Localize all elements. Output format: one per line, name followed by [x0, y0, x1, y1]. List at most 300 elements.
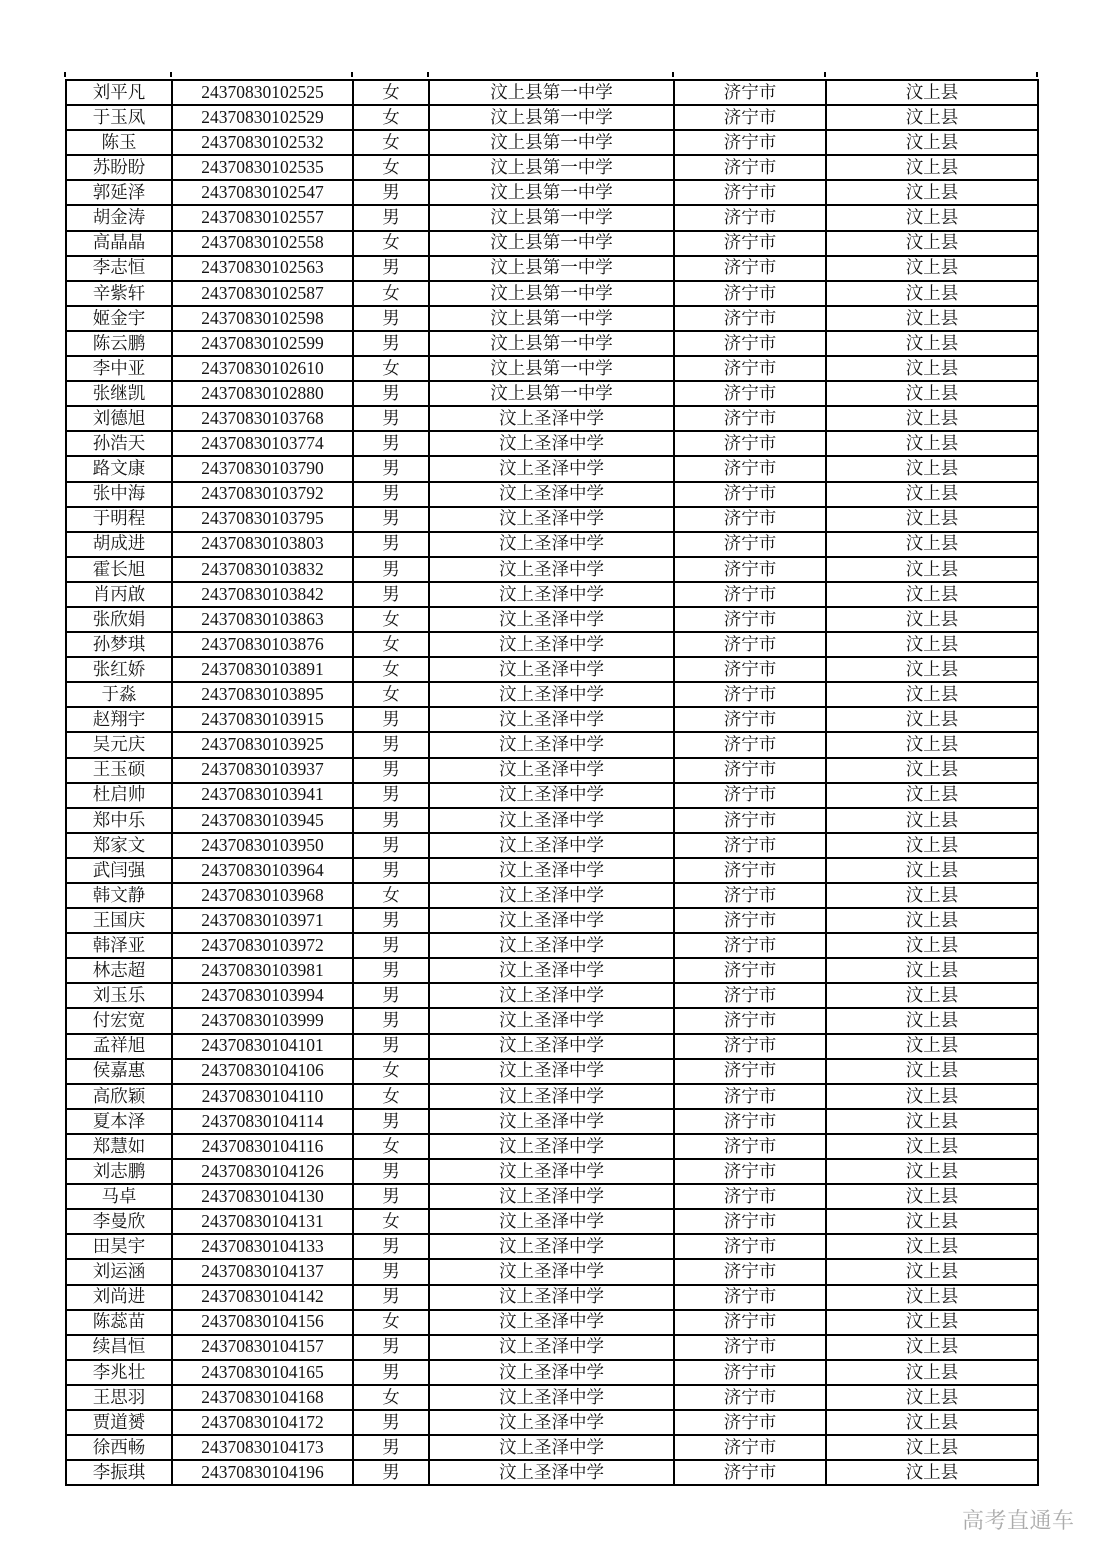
cell-name: 霍长旭 [66, 557, 172, 582]
cell-school: 汶上县第一中学 [429, 256, 674, 281]
cell-gender: 女 [353, 682, 429, 707]
cell-county: 汶上县 [826, 1109, 1038, 1134]
cell-gender: 女 [353, 1385, 429, 1410]
cell-name: 刘德旭 [66, 406, 172, 431]
cell-exam-number: 24370830103774 [172, 431, 353, 456]
cell-city: 济宁市 [674, 833, 826, 858]
cell-exam-number: 24370830104142 [172, 1285, 353, 1310]
cell-county: 汶上县 [826, 281, 1038, 306]
cell-school: 汶上圣泽中学 [429, 1285, 674, 1310]
cell-exam-number: 24370830104131 [172, 1209, 353, 1234]
cell-gender: 男 [353, 758, 429, 783]
cell-gender: 男 [353, 833, 429, 858]
table-row [66, 908, 1038, 933]
table-row [66, 808, 1038, 833]
cell-gender: 男 [353, 180, 429, 205]
cell-school: 汶上圣泽中学 [429, 908, 674, 933]
cell-name: 孟祥旭 [66, 1034, 172, 1059]
cell-school: 汶上圣泽中学 [429, 1259, 674, 1284]
cell-exam-number: 24370830104110 [172, 1084, 353, 1109]
cell-gender: 男 [353, 1285, 429, 1310]
cell-school: 汶上县第一中学 [429, 180, 674, 205]
cell-county: 汶上县 [826, 331, 1038, 356]
cell-name: 刘运涵 [66, 1259, 172, 1284]
cell-gender: 男 [353, 732, 429, 757]
cell-school: 汶上圣泽中学 [429, 858, 674, 883]
cell-school: 汶上圣泽中学 [429, 1234, 674, 1259]
cell-city: 济宁市 [674, 1460, 826, 1485]
cell-county: 汶上县 [826, 607, 1038, 632]
cell-exam-number: 24370830102880 [172, 381, 353, 406]
cell-city: 济宁市 [674, 1109, 826, 1134]
table-row [66, 180, 1038, 205]
cell-exam-number: 24370830103999 [172, 1008, 353, 1033]
table-border-stub [351, 72, 353, 77]
cell-county: 汶上县 [826, 1435, 1038, 1460]
cell-city: 济宁市 [674, 80, 826, 105]
cell-county: 汶上县 [826, 707, 1038, 732]
cell-school: 汶上圣泽中学 [429, 1134, 674, 1159]
cell-exam-number: 24370830103981 [172, 958, 353, 983]
cell-exam-number: 24370830102587 [172, 281, 353, 306]
cell-city: 济宁市 [674, 858, 826, 883]
table-row [66, 1310, 1038, 1335]
cell-gender: 男 [353, 808, 429, 833]
cell-name: 郑慧如 [66, 1134, 172, 1159]
table-row [66, 406, 1038, 431]
cell-city: 济宁市 [674, 381, 826, 406]
cell-school: 汶上圣泽中学 [429, 1008, 674, 1033]
cell-name: 孙浩天 [66, 431, 172, 456]
table-row [66, 306, 1038, 331]
cell-school: 汶上圣泽中学 [429, 632, 674, 657]
cell-gender: 男 [353, 1008, 429, 1033]
cell-gender: 男 [353, 1335, 429, 1360]
cell-gender: 男 [353, 1435, 429, 1460]
cell-name: 韩文静 [66, 883, 172, 908]
cell-name: 韩泽亚 [66, 933, 172, 958]
table-row [66, 205, 1038, 230]
cell-school: 汶上圣泽中学 [429, 406, 674, 431]
cell-name: 李曼欣 [66, 1209, 172, 1234]
table-border-stub [824, 72, 826, 77]
cell-name: 刘玉乐 [66, 983, 172, 1008]
cell-county: 汶上县 [826, 933, 1038, 958]
cell-gender: 女 [353, 231, 429, 256]
cell-county: 汶上县 [826, 507, 1038, 532]
cell-name: 孙梦琪 [66, 632, 172, 657]
cell-exam-number: 24370830103891 [172, 657, 353, 682]
cell-city: 济宁市 [674, 1159, 826, 1184]
cell-name: 李中亚 [66, 356, 172, 381]
cell-city: 济宁市 [674, 1059, 826, 1084]
cell-name: 郑家文 [66, 833, 172, 858]
cell-city: 济宁市 [674, 1335, 826, 1360]
cell-name: 付宏宽 [66, 1008, 172, 1033]
cell-gender: 男 [353, 532, 429, 557]
cell-exam-number: 24370830103945 [172, 808, 353, 833]
cell-exam-number: 24370830102547 [172, 180, 353, 205]
cell-county: 汶上县 [826, 1084, 1038, 1109]
cell-city: 济宁市 [674, 331, 826, 356]
table-row [66, 1184, 1038, 1209]
table-row [66, 1034, 1038, 1059]
cell-school: 汶上县第一中学 [429, 331, 674, 356]
cell-county: 汶上县 [826, 381, 1038, 406]
table-border-stub [170, 72, 172, 77]
cell-school: 汶上圣泽中学 [429, 582, 674, 607]
cell-county: 汶上县 [826, 858, 1038, 883]
cell-county: 汶上县 [826, 1134, 1038, 1159]
cell-exam-number: 24370830103968 [172, 883, 353, 908]
cell-city: 济宁市 [674, 406, 826, 431]
table-row [66, 1109, 1038, 1134]
table-row [66, 1059, 1038, 1084]
cell-gender: 男 [353, 306, 429, 331]
cell-name: 杜启帅 [66, 783, 172, 808]
cell-name: 肖丙啟 [66, 582, 172, 607]
cell-school: 汶上圣泽中学 [429, 707, 674, 732]
cell-school: 汶上县第一中学 [429, 231, 674, 256]
cell-exam-number: 24370830103876 [172, 632, 353, 657]
cell-city: 济宁市 [674, 155, 826, 180]
cell-name: 张中海 [66, 482, 172, 507]
cell-school: 汶上圣泽中学 [429, 808, 674, 833]
cell-school: 汶上圣泽中学 [429, 1310, 674, 1335]
cell-county: 汶上县 [826, 431, 1038, 456]
cell-name: 吴元庆 [66, 732, 172, 757]
cell-county: 汶上县 [826, 833, 1038, 858]
cell-city: 济宁市 [674, 205, 826, 230]
cell-county: 汶上县 [826, 557, 1038, 582]
cell-gender: 女 [353, 356, 429, 381]
cell-exam-number: 24370830102557 [172, 205, 353, 230]
cell-exam-number: 24370830103915 [172, 707, 353, 732]
cell-name: 于淼 [66, 682, 172, 707]
table-row [66, 507, 1038, 532]
cell-gender: 男 [353, 507, 429, 532]
cell-gender: 男 [353, 1184, 429, 1209]
cell-exam-number: 24370830102525 [172, 80, 353, 105]
cell-exam-number: 24370830104126 [172, 1159, 353, 1184]
cell-name: 路文康 [66, 456, 172, 481]
cell-county: 汶上县 [826, 783, 1038, 808]
table-row [66, 858, 1038, 883]
cell-name: 王思羽 [66, 1385, 172, 1410]
table-row [66, 657, 1038, 682]
cell-county: 汶上县 [826, 1460, 1038, 1485]
cell-school: 汶上圣泽中学 [429, 657, 674, 682]
cell-county: 汶上县 [826, 130, 1038, 155]
cell-school: 汶上圣泽中学 [429, 1335, 674, 1360]
cell-gender: 男 [353, 858, 429, 883]
cell-county: 汶上县 [826, 1159, 1038, 1184]
cell-city: 济宁市 [674, 1310, 826, 1335]
cell-county: 汶上县 [826, 1360, 1038, 1385]
cell-city: 济宁市 [674, 557, 826, 582]
cell-school: 汶上圣泽中学 [429, 507, 674, 532]
cell-exam-number: 24370830103925 [172, 732, 353, 757]
cell-school: 汶上圣泽中学 [429, 1159, 674, 1184]
cell-county: 汶上县 [826, 406, 1038, 431]
table-row [66, 1385, 1038, 1410]
cell-city: 济宁市 [674, 632, 826, 657]
cell-name: 林志超 [66, 958, 172, 983]
cell-exam-number: 24370830103792 [172, 482, 353, 507]
cell-gender: 男 [353, 783, 429, 808]
cell-gender: 男 [353, 908, 429, 933]
cell-name: 贾道赟 [66, 1410, 172, 1435]
cell-name: 高欣颖 [66, 1084, 172, 1109]
cell-name: 于玉凤 [66, 105, 172, 130]
cell-county: 汶上县 [826, 732, 1038, 757]
cell-exam-number: 24370830102535 [172, 155, 353, 180]
cell-gender: 男 [353, 958, 429, 983]
cell-city: 济宁市 [674, 1259, 826, 1284]
cell-city: 济宁市 [674, 732, 826, 757]
cell-county: 汶上县 [826, 456, 1038, 481]
cell-exam-number: 24370830102529 [172, 105, 353, 130]
cell-exam-number: 24370830103863 [172, 607, 353, 632]
cell-exam-number: 24370830103832 [172, 557, 353, 582]
cell-city: 济宁市 [674, 682, 826, 707]
cell-exam-number: 24370830104133 [172, 1234, 353, 1259]
cell-school: 汶上县第一中学 [429, 130, 674, 155]
cell-gender: 男 [353, 256, 429, 281]
cell-city: 济宁市 [674, 808, 826, 833]
cell-city: 济宁市 [674, 130, 826, 155]
cell-school: 汶上圣泽中学 [429, 532, 674, 557]
table-row [66, 1209, 1038, 1234]
cell-school: 汶上圣泽中学 [429, 1059, 674, 1084]
table-row [66, 1285, 1038, 1310]
cell-exam-number: 24370830102599 [172, 331, 353, 356]
cell-city: 济宁市 [674, 231, 826, 256]
cell-exam-number: 24370830104168 [172, 1385, 353, 1410]
cell-exam-number: 24370830102532 [172, 130, 353, 155]
cell-gender: 男 [353, 707, 429, 732]
table-row [66, 983, 1038, 1008]
cell-name: 徐西畅 [66, 1435, 172, 1460]
cell-exam-number: 24370830104172 [172, 1410, 353, 1435]
cell-name: 高晶晶 [66, 231, 172, 256]
cell-county: 汶上县 [826, 1335, 1038, 1360]
cell-county: 汶上县 [826, 1410, 1038, 1435]
cell-exam-number: 24370830104196 [172, 1460, 353, 1485]
cell-school: 汶上县第一中学 [429, 356, 674, 381]
cell-exam-number: 24370830104106 [172, 1059, 353, 1084]
cell-county: 汶上县 [826, 231, 1038, 256]
cell-gender: 女 [353, 607, 429, 632]
cell-gender: 男 [353, 1034, 429, 1059]
cell-county: 汶上县 [826, 482, 1038, 507]
cell-city: 济宁市 [674, 1008, 826, 1033]
cell-school: 汶上圣泽中学 [429, 1184, 674, 1209]
table-row [66, 1259, 1038, 1284]
cell-name: 王国庆 [66, 908, 172, 933]
cell-school: 汶上圣泽中学 [429, 431, 674, 456]
cell-name: 马卓 [66, 1184, 172, 1209]
cell-exam-number: 24370830104157 [172, 1335, 353, 1360]
cell-name: 张欣娟 [66, 607, 172, 632]
cell-school: 汶上县第一中学 [429, 205, 674, 230]
cell-county: 汶上县 [826, 582, 1038, 607]
table-row [66, 532, 1038, 557]
cell-name: 刘平凡 [66, 80, 172, 105]
cell-city: 济宁市 [674, 105, 826, 130]
cell-exam-number: 24370830103842 [172, 582, 353, 607]
cell-gender: 女 [353, 1310, 429, 1335]
cell-school: 汶上圣泽中学 [429, 1360, 674, 1385]
table-row [66, 482, 1038, 507]
cell-county: 汶上县 [826, 256, 1038, 281]
cell-gender: 女 [353, 1059, 429, 1084]
cell-city: 济宁市 [674, 607, 826, 632]
student-roster-table [65, 79, 1039, 1486]
cell-school: 汶上圣泽中学 [429, 1460, 674, 1485]
cell-county: 汶上县 [826, 1310, 1038, 1335]
cell-name: 李振琪 [66, 1460, 172, 1485]
table-row [66, 1134, 1038, 1159]
cell-gender: 女 [353, 80, 429, 105]
table-row [66, 557, 1038, 582]
cell-name: 赵翔宇 [66, 707, 172, 732]
table-row [66, 1008, 1038, 1033]
table-row [66, 1360, 1038, 1385]
cell-county: 汶上县 [826, 205, 1038, 230]
cell-name: 于明程 [66, 507, 172, 532]
cell-exam-number: 24370830103803 [172, 532, 353, 557]
table-row [66, 356, 1038, 381]
cell-school: 汶上圣泽中学 [429, 783, 674, 808]
cell-city: 济宁市 [674, 1184, 826, 1209]
cell-city: 济宁市 [674, 1034, 826, 1059]
table-row [66, 431, 1038, 456]
cell-name: 田昊宇 [66, 1234, 172, 1259]
table-row [66, 833, 1038, 858]
cell-county: 汶上县 [826, 1385, 1038, 1410]
cell-name: 郭延泽 [66, 180, 172, 205]
cell-gender: 男 [353, 331, 429, 356]
cell-gender: 男 [353, 381, 429, 406]
cell-city: 济宁市 [674, 281, 826, 306]
cell-county: 汶上县 [826, 758, 1038, 783]
cell-city: 济宁市 [674, 908, 826, 933]
cell-city: 济宁市 [674, 256, 826, 281]
cell-gender: 男 [353, 1259, 429, 1284]
cell-gender: 男 [353, 431, 429, 456]
table-row [66, 582, 1038, 607]
cell-name: 苏盼盼 [66, 155, 172, 180]
cell-city: 济宁市 [674, 582, 826, 607]
cell-gender: 女 [353, 1084, 429, 1109]
cell-gender: 男 [353, 557, 429, 582]
cell-school: 汶上圣泽中学 [429, 557, 674, 582]
cell-county: 汶上县 [826, 532, 1038, 557]
cell-name: 夏本泽 [66, 1109, 172, 1134]
cell-gender: 女 [353, 883, 429, 908]
cell-name: 续昌恒 [66, 1335, 172, 1360]
cell-county: 汶上县 [826, 306, 1038, 331]
table-row [66, 732, 1038, 757]
cell-name: 张红娇 [66, 657, 172, 682]
table-row [66, 1159, 1038, 1184]
table-row [66, 1460, 1038, 1485]
cell-gender: 男 [353, 933, 429, 958]
cell-name: 刘志鹏 [66, 1159, 172, 1184]
cell-county: 汶上县 [826, 983, 1038, 1008]
cell-county: 汶上县 [826, 1234, 1038, 1259]
cell-gender: 女 [353, 130, 429, 155]
table-row [66, 632, 1038, 657]
cell-name: 李兆壮 [66, 1360, 172, 1385]
cell-city: 济宁市 [674, 482, 826, 507]
cell-gender: 女 [353, 657, 429, 682]
cell-name: 武闫强 [66, 858, 172, 883]
table-border-stub [1036, 72, 1038, 77]
cell-school: 汶上圣泽中学 [429, 933, 674, 958]
cell-city: 济宁市 [674, 306, 826, 331]
cell-gender: 男 [353, 983, 429, 1008]
table-row [66, 1435, 1038, 1460]
cell-school: 汶上县第一中学 [429, 155, 674, 180]
cell-exam-number: 24370830104116 [172, 1134, 353, 1159]
cell-county: 汶上县 [826, 80, 1038, 105]
cell-exam-number: 24370830104156 [172, 1310, 353, 1335]
cell-name: 张继凯 [66, 381, 172, 406]
cell-county: 汶上县 [826, 356, 1038, 381]
table-row [66, 155, 1038, 180]
cell-name: 陈玉 [66, 130, 172, 155]
cell-gender: 女 [353, 105, 429, 130]
cell-school: 汶上圣泽中学 [429, 758, 674, 783]
table-row [66, 707, 1038, 732]
cell-gender: 女 [353, 1209, 429, 1234]
cell-name: 辛紫轩 [66, 281, 172, 306]
cell-county: 汶上县 [826, 1184, 1038, 1209]
cell-county: 汶上县 [826, 155, 1038, 180]
cell-school: 汶上县第一中学 [429, 80, 674, 105]
cell-exam-number: 24370830102563 [172, 256, 353, 281]
table-row [66, 80, 1038, 105]
cell-city: 济宁市 [674, 1134, 826, 1159]
table-row [66, 231, 1038, 256]
cell-school: 汶上圣泽中学 [429, 883, 674, 908]
table-row [66, 105, 1038, 130]
cell-county: 汶上县 [826, 1008, 1038, 1033]
cell-gender: 男 [353, 1410, 429, 1435]
cell-county: 汶上县 [826, 682, 1038, 707]
table-row [66, 281, 1038, 306]
cell-city: 济宁市 [674, 456, 826, 481]
cell-exam-number: 24370830104101 [172, 1034, 353, 1059]
cell-county: 汶上县 [826, 632, 1038, 657]
cell-county: 汶上县 [826, 1285, 1038, 1310]
cell-city: 济宁市 [674, 958, 826, 983]
cell-city: 济宁市 [674, 1209, 826, 1234]
cell-city: 济宁市 [674, 1360, 826, 1385]
cell-city: 济宁市 [674, 1410, 826, 1435]
cell-county: 汶上县 [826, 1034, 1038, 1059]
cell-county: 汶上县 [826, 657, 1038, 682]
cell-exam-number: 24370830103971 [172, 908, 353, 933]
cell-school: 汶上县第一中学 [429, 105, 674, 130]
cell-city: 济宁市 [674, 1435, 826, 1460]
cell-exam-number: 24370830102610 [172, 356, 353, 381]
cell-exam-number: 24370830103972 [172, 933, 353, 958]
table-row [66, 1335, 1038, 1360]
cell-county: 汶上县 [826, 180, 1038, 205]
